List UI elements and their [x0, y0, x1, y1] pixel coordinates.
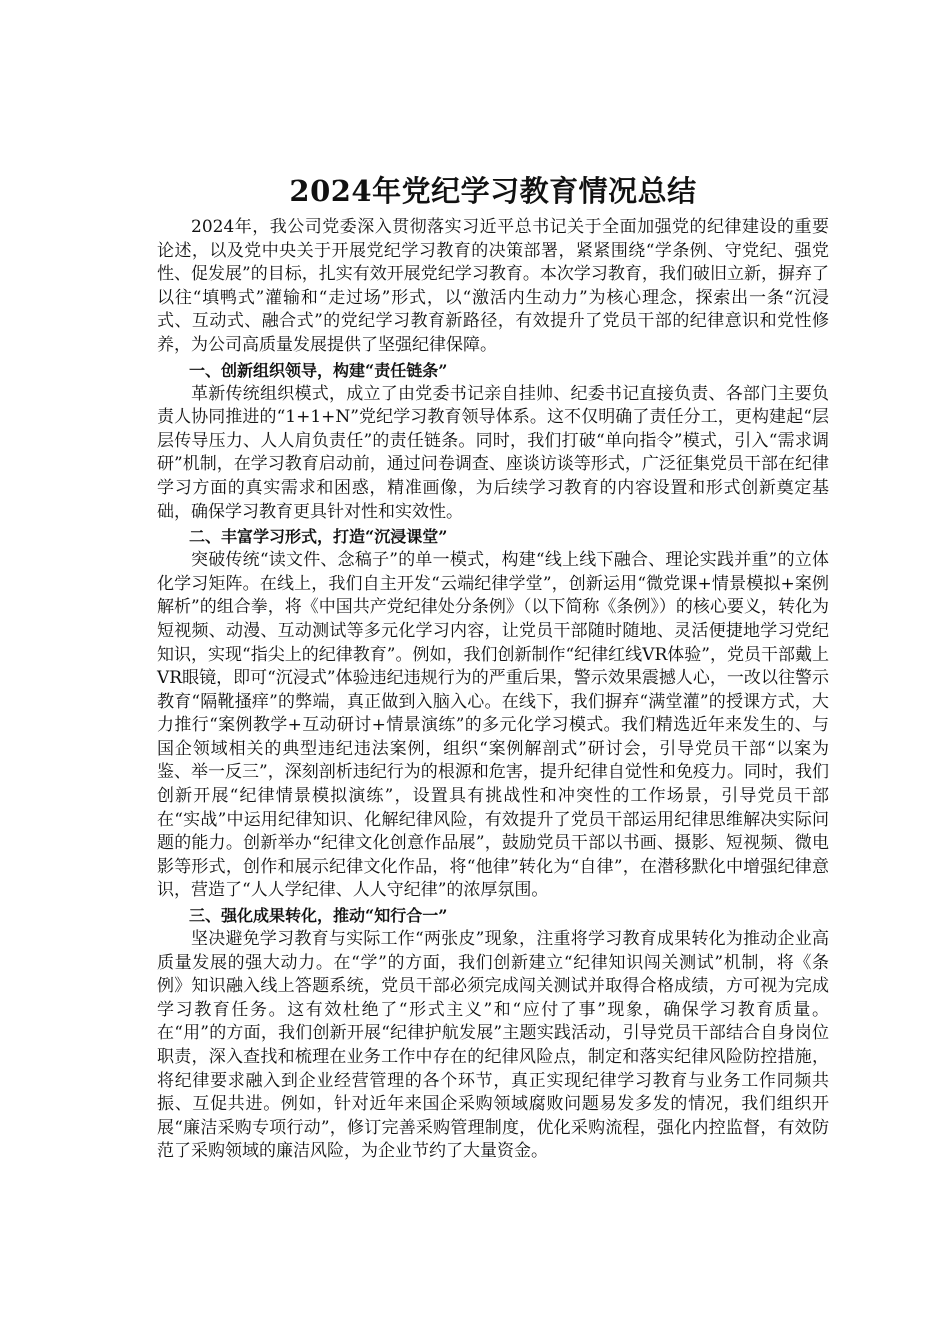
document-page: [157, 172, 829, 1164]
intro-paragraph: 2024年，我公司党委深入贯彻落实习近平总书记关于全面加强党的纪律建设的重要论述，以及党中央关于开展党纪学习教育的决策部署，紧紧围绕“学条例、守党纪、强党性、促发展”的目标，扎实有效开展党纪学习教育。本次学习教育，我们破旧立新，摒弃了以往“填鸭式”灌输和“走过场”形式，以“激活内生动力”为核心理念，探索出一条“沉浸式、互动式、融合式”的党纪学习教育新路径，有效提升了党员干部的纪律意识和党性修养，为公司高质量发展提供了坚强纪律保障。: [157, 217, 829, 355]
section-heading-1: 一、创新组织领导，构建“责任链条”: [189, 360, 448, 380]
section-body-1: 革新传统组织模式，成立了由党委书记亲自挂帅、纪委书记直接负责、各部门主要负责人协同推进的“1+1+N”党纪学习教育领导体系。这不仅明确了责任分工，更构建起“层层传导压力、人人肩负责任”的责任链条。同时，我们打破“单向指令”模式，引入“需求调研”机制，在学习教育启动前，通过问卷调查、座谈访谈等形式，广泛征集党员干部在纪律学习方面的真实需求和困惑，精准画像，为后续学习教育的内容设置和形式创新奠定基础，确保学习教育更具针对性和实效性。: [157, 383, 829, 522]
document-title: 2024年党纪学习教育情况总结: [289, 174, 697, 208]
section-heading-3: 三、强化成果转化，推动“知行合一”: [189, 906, 448, 926]
section-heading-2: 二、丰富学习形式，打造“沉浸课堂”: [189, 527, 448, 547]
section-body-2: 突破传统“读文件、念稿子”的单一模式，构建“线上线下融合、理论实践并重”的立体化学习矩阵。在线上，我们自主开发“云端纪律学堂”，创新运用“微党课+情景模拟+案例解析”的组合拳，将《中国共产党纪律处分条例》（以下简称《条例》）的核心要义，转化为短视频、动漫、互动测试等多元化学习内容，让党员干部随时随地、灵活便捷地学习党纪知识，实现“指尖上的纪律教育”。例如，我们创新制作“纪律红线VR体验”，党员干部戴上VR眼镜，即可“沉浸式”体验违纪违规行为的严重后果，警示效果震撼人心，一改以往警示教育“隔靴搔痒”的弊端，真正做到入脑入心。在线下，我们摒弃“满堂灌”的授课方式，大力推行“案例教学+互动研讨+情景演练”的多元化学习模式。我们精选近年来发生的、与国企领域相关的典型违纪违法案例，组织“案例解剖式”研讨会，引导党员干部“以案为鉴、举一反三”，深刻剖析违纪行为的根源和危害，提升纪律自觉性和免疫力。同时，我们创新开展“纪律情景模拟演练”，设置具有挑战性和冲突性的工作场景，引导党员干部在“实战”中运用纪律知识、化解纪律风险，有效提升了党员干部运用纪律思维解决实际问题的能力。创新举办“纪律文化创意作品展”，鼓励党员干部以书画、摄影、短视频、微电影等形式，创作和展示纪律文化作品，将“他律”转化为“自律”，在潜移默化中增强纪律意识，营造了“人人学纪律、人人守纪律”的浓厚氛围。: [157, 550, 829, 901]
section-body-3: 坚决避免学习教育与实际工作“两张皮”现象，注重将学习教育成果转化为推动企业高质量发展的强大动力。在“学”的方面，我们创新建立“纪律知识闯关测试”机制，将《条例》知识融入线上答题系统，党员干部必须完成闯关测试并取得合格成绩，方可视为完成学习教育任务。这有效杜绝了“形式主义”和“应付了事”现象，确保学习教育质量。在“用”的方面，我们创新开展“纪律护航发展”主题实践活动，引导党员干部结合自身岗位职责，深入查找和梳理在业务工作中存在的纪律风险点，制定和落实纪律风险防控措施，将纪律要求融入到企业经营管理的各个环节，真正实现纪律学习教育与业务工作同频共振、互促共进。例如，针对近年来国企采购领域腐败问题易发多发的情况，我们组织开展“廉洁采购专项行动”，修订完善采购管理制度，优化采购流程，强化内控监督，有效防范了采购领域的廉洁风险，为企业节约了大量资金。: [157, 929, 829, 1162]
